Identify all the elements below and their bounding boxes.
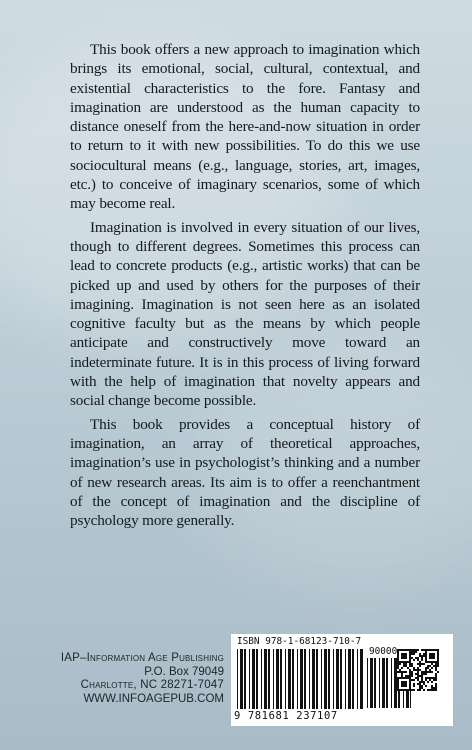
barcode-bar bbox=[345, 649, 346, 709]
qr-module bbox=[425, 667, 427, 669]
isbn-digits: 9 781681 237107 bbox=[234, 710, 338, 722]
qr-module bbox=[417, 667, 419, 669]
barcode-bar bbox=[252, 649, 255, 709]
qr-module bbox=[405, 665, 407, 667]
qr-module bbox=[429, 689, 431, 691]
qr-module bbox=[437, 665, 439, 667]
blurb-paragraph-3: This book provides a conceptual history of imagination, an array of theoretical approaches, imagination’s use in psychologist’s thinking and a number of new research areas. Its aim is to offer a reenchantment of the concept of imagination and the discipline of psychology more generally. bbox=[70, 415, 420, 530]
qr-module bbox=[397, 679, 399, 681]
qr-module bbox=[405, 685, 407, 687]
qr-module bbox=[431, 671, 433, 673]
qr-module bbox=[409, 655, 411, 657]
qr-module bbox=[423, 655, 425, 657]
qr-module bbox=[411, 671, 413, 673]
qr-module bbox=[413, 669, 415, 671]
qr-module bbox=[401, 671, 403, 673]
qr-module bbox=[425, 677, 427, 679]
qr-module bbox=[427, 681, 429, 683]
qr-module bbox=[403, 671, 405, 673]
qr-module bbox=[413, 689, 415, 691]
qr-module bbox=[401, 655, 403, 657]
qr-module bbox=[435, 669, 437, 671]
qr-module bbox=[401, 653, 403, 655]
barcode-bar bbox=[280, 649, 282, 709]
qr-module bbox=[421, 679, 423, 681]
qr-module bbox=[415, 657, 417, 659]
qr-module bbox=[407, 649, 409, 651]
qr-module bbox=[403, 663, 405, 665]
barcode-bar bbox=[297, 649, 298, 709]
qr-module bbox=[405, 655, 407, 657]
qr-module bbox=[409, 681, 411, 683]
qr-module bbox=[421, 677, 423, 679]
qr-module bbox=[407, 661, 409, 663]
qr-module bbox=[397, 649, 399, 651]
qr-module bbox=[421, 649, 423, 651]
qr-module bbox=[423, 663, 425, 665]
qr-module bbox=[411, 673, 413, 675]
barcode-bar bbox=[244, 649, 246, 709]
qr-module bbox=[423, 653, 425, 655]
qr-module bbox=[431, 685, 433, 687]
qr-module bbox=[419, 669, 421, 671]
qr-module bbox=[411, 665, 413, 667]
qr-module bbox=[403, 653, 405, 655]
qr-module bbox=[413, 679, 415, 681]
qr-module bbox=[417, 669, 419, 671]
qr-module bbox=[409, 661, 411, 663]
qr-module bbox=[427, 671, 429, 673]
qr-module bbox=[423, 689, 425, 691]
qr-module bbox=[437, 663, 439, 665]
qr-module bbox=[425, 679, 427, 681]
qr-module bbox=[437, 649, 439, 651]
barcode-bar bbox=[340, 649, 342, 709]
qr-module bbox=[417, 677, 419, 679]
barcode-bar bbox=[240, 649, 243, 709]
qr-module bbox=[427, 689, 429, 691]
qr-module bbox=[419, 685, 421, 687]
qr-module bbox=[405, 683, 407, 685]
qr-module bbox=[399, 677, 401, 679]
qr-module bbox=[405, 649, 407, 651]
qr-module bbox=[431, 657, 433, 659]
qr-module bbox=[409, 659, 411, 661]
qr-module bbox=[397, 671, 399, 673]
qr-module bbox=[437, 651, 439, 653]
qr-module bbox=[433, 657, 435, 659]
qr-module bbox=[417, 689, 419, 691]
qr-module bbox=[399, 661, 401, 663]
qr-module bbox=[435, 679, 437, 681]
qr-module bbox=[433, 679, 435, 681]
qr-module bbox=[433, 677, 435, 679]
qr-module bbox=[405, 661, 407, 663]
qr-module bbox=[421, 671, 423, 673]
qr-module bbox=[433, 687, 435, 689]
qr-module bbox=[421, 657, 423, 659]
barcode-bar bbox=[382, 658, 385, 708]
qr-module bbox=[397, 665, 399, 667]
qr-module bbox=[421, 685, 423, 687]
qr-module bbox=[435, 667, 437, 669]
qr-module bbox=[411, 679, 413, 681]
qr-module bbox=[419, 665, 421, 667]
qr-module bbox=[427, 649, 429, 651]
qr-module bbox=[409, 653, 411, 655]
qr-module bbox=[397, 677, 399, 679]
qr-module bbox=[427, 661, 429, 663]
qr-module bbox=[417, 679, 419, 681]
barcode-bar bbox=[309, 649, 310, 709]
barcode-bar bbox=[391, 658, 392, 708]
barcode-bar bbox=[264, 649, 267, 709]
qr-module bbox=[433, 653, 435, 655]
barcode-bar bbox=[237, 649, 238, 709]
qr-module bbox=[397, 683, 399, 685]
qr-module bbox=[419, 655, 421, 657]
qr-module bbox=[431, 677, 433, 679]
qr-module bbox=[403, 683, 405, 685]
qr-module bbox=[417, 673, 419, 675]
qr-module bbox=[425, 651, 427, 653]
qr-module bbox=[427, 677, 429, 679]
qr-module bbox=[401, 661, 403, 663]
qr-module bbox=[401, 685, 403, 687]
qr-module bbox=[427, 665, 429, 667]
barcode-bar bbox=[333, 649, 334, 709]
qr-module bbox=[403, 685, 405, 687]
barcode-bar bbox=[370, 658, 373, 708]
qr-module bbox=[407, 689, 409, 691]
barcode-bar bbox=[276, 649, 279, 709]
barcode-bar bbox=[360, 649, 363, 709]
barcode-bar bbox=[357, 649, 358, 709]
qr-module bbox=[421, 663, 423, 665]
barcode-bar bbox=[348, 649, 351, 709]
qr-module bbox=[413, 685, 415, 687]
barcode-bar bbox=[261, 649, 262, 709]
qr-module bbox=[437, 655, 439, 657]
qr-module bbox=[419, 683, 421, 685]
qr-module bbox=[423, 683, 425, 685]
qr-module bbox=[403, 657, 405, 659]
qr-module bbox=[407, 675, 409, 677]
qr-module bbox=[431, 661, 433, 663]
publisher-city: Charlotte, NC 28271-7047 bbox=[80, 679, 224, 691]
qr-module bbox=[411, 689, 413, 691]
barcode-bar bbox=[374, 658, 376, 708]
qr-module bbox=[399, 689, 401, 691]
qr-module bbox=[409, 675, 411, 677]
qr-module bbox=[437, 653, 439, 655]
qr-module bbox=[409, 649, 411, 651]
qr-module bbox=[401, 675, 403, 677]
qr-module bbox=[417, 683, 419, 685]
qr-module bbox=[435, 673, 437, 675]
qr-module bbox=[419, 663, 421, 665]
barcode-bar bbox=[312, 649, 315, 709]
qr-module bbox=[405, 677, 407, 679]
qr-module bbox=[429, 665, 431, 667]
qr-module bbox=[397, 687, 399, 689]
qr-module bbox=[425, 653, 427, 655]
qr-module bbox=[419, 687, 421, 689]
barcode-bars bbox=[237, 649, 363, 709]
qr-module bbox=[409, 687, 411, 689]
qr-module bbox=[399, 669, 401, 671]
qr-module bbox=[409, 663, 411, 665]
qr-module bbox=[425, 685, 427, 687]
qr-module bbox=[415, 649, 417, 651]
qr-module bbox=[405, 657, 407, 659]
barcode-bar bbox=[273, 649, 274, 709]
barcode-bar bbox=[336, 649, 339, 709]
qr-module bbox=[425, 673, 427, 675]
qr-module bbox=[407, 677, 409, 679]
qr-code-icon[interactable] bbox=[397, 649, 439, 691]
qr-module bbox=[431, 667, 433, 669]
qr-module bbox=[435, 683, 437, 685]
qr-module bbox=[413, 651, 415, 653]
qr-module bbox=[409, 669, 411, 671]
blurb-paragraph-1: This book offers a new approach to imagination which brings its emotional, social, cultural, contextual, and existential characteristics to the fore. Fantasy and imagination are understood as the human capacity to distance oneself from the here-and-now situation in order to return to it with new possibilities. To do this we use sociocultural means (e.g., language, stories, art, images, etc.) to conceive of imaginary scenarios, some of which may become real. bbox=[70, 41, 420, 213]
qr-module bbox=[401, 677, 403, 679]
qr-module bbox=[417, 659, 419, 661]
qr-module bbox=[437, 657, 439, 659]
qr-module bbox=[435, 661, 437, 663]
barcode-bar bbox=[304, 649, 306, 709]
qr-module bbox=[425, 661, 427, 663]
barcode-bar bbox=[379, 658, 380, 708]
qr-module bbox=[429, 657, 431, 659]
qr-module bbox=[431, 663, 433, 665]
qr-module bbox=[409, 665, 411, 667]
qr-module bbox=[417, 657, 419, 659]
qr-module bbox=[429, 671, 431, 673]
qr-module bbox=[433, 661, 435, 663]
qr-module bbox=[431, 681, 433, 683]
qr-module bbox=[401, 689, 403, 691]
publisher-po-box: P.O. Box 79049 bbox=[144, 665, 224, 678]
qr-module bbox=[401, 667, 403, 669]
qr-module bbox=[421, 673, 423, 675]
barcode-bar bbox=[316, 649, 318, 709]
qr-module bbox=[435, 687, 437, 689]
barcode-bar bbox=[288, 649, 291, 709]
qr-module bbox=[397, 685, 399, 687]
qr-module bbox=[415, 651, 417, 653]
qr-module bbox=[435, 675, 437, 677]
qr-module bbox=[429, 649, 431, 651]
qr-module bbox=[397, 661, 399, 663]
qr-module bbox=[399, 663, 401, 665]
qr-module bbox=[403, 661, 405, 663]
barcode-bar bbox=[367, 658, 368, 708]
qr-module bbox=[409, 679, 411, 681]
qr-module bbox=[417, 671, 419, 673]
qr-module bbox=[397, 659, 399, 661]
qr-module bbox=[413, 659, 415, 661]
qr-module bbox=[405, 681, 407, 683]
qr-module bbox=[411, 675, 413, 677]
qr-module bbox=[411, 653, 413, 655]
qr-module bbox=[425, 649, 427, 651]
qr-module bbox=[411, 663, 413, 665]
qr-module bbox=[405, 671, 407, 673]
qr-module bbox=[397, 667, 399, 669]
qr-module bbox=[405, 675, 407, 677]
qr-module bbox=[421, 659, 423, 661]
qr-module bbox=[401, 681, 403, 683]
qr-module bbox=[433, 665, 435, 667]
qr-module bbox=[409, 673, 411, 675]
qr-module bbox=[409, 683, 411, 685]
qr-module bbox=[397, 689, 399, 691]
qr-module bbox=[427, 667, 429, 669]
qr-module bbox=[425, 659, 427, 661]
qr-module bbox=[425, 671, 427, 673]
qr-module bbox=[435, 663, 437, 665]
qr-module bbox=[413, 667, 415, 669]
qr-module bbox=[431, 653, 433, 655]
qr-module bbox=[409, 671, 411, 673]
qr-module bbox=[399, 649, 401, 651]
qr-module bbox=[401, 649, 403, 651]
qr-module bbox=[407, 667, 409, 669]
qr-module bbox=[403, 665, 405, 667]
qr-module bbox=[413, 653, 415, 655]
qr-module bbox=[397, 681, 399, 683]
qr-module bbox=[421, 675, 423, 677]
qr-module bbox=[421, 687, 423, 689]
qr-module bbox=[437, 671, 439, 673]
qr-module bbox=[425, 657, 427, 659]
barcode-bar bbox=[249, 649, 250, 709]
qr-module bbox=[413, 649, 415, 651]
qr-module bbox=[401, 657, 403, 659]
publisher-name: IAP–Information Age Publishing bbox=[60, 652, 224, 664]
qr-module bbox=[435, 665, 437, 667]
qr-module bbox=[419, 661, 421, 663]
qr-module bbox=[429, 677, 431, 679]
qr-module bbox=[429, 653, 431, 655]
qr-module bbox=[429, 661, 431, 663]
qr-module bbox=[401, 683, 403, 685]
qr-module bbox=[409, 657, 411, 659]
qr-module bbox=[419, 675, 421, 677]
barcode-bar bbox=[292, 649, 294, 709]
qr-module bbox=[405, 689, 407, 691]
qr-module bbox=[425, 655, 427, 657]
publisher-website[interactable]: WWW.INFOAGEPUB.COM bbox=[83, 692, 224, 705]
blurb-paragraph-2: Imagination is involved in every situation of our lives, though to different degrees. Sometimes this process can lead to concrete products (e.g., artistic works) that can be picked up and used by others for the purposes of their imagining. Imagination is not seen here as an isolated cognitive faculty but as the means by which people anticipate and constructively move toward an indeterminate future. It is in this process of living forward with the help of imagination that novelty appears and social change become possible. bbox=[70, 218, 420, 410]
qr-module bbox=[397, 655, 399, 657]
qr-module bbox=[417, 649, 419, 651]
qr-module bbox=[413, 683, 415, 685]
qr-module bbox=[433, 655, 435, 657]
qr-module bbox=[435, 689, 437, 691]
qr-module bbox=[435, 649, 437, 651]
qr-module bbox=[429, 679, 431, 681]
barcode-bar bbox=[300, 649, 303, 709]
qr-module bbox=[421, 681, 423, 683]
qr-module bbox=[429, 669, 431, 671]
qr-module bbox=[435, 685, 437, 687]
qr-module bbox=[433, 649, 435, 651]
qr-module bbox=[429, 655, 431, 657]
qr-module bbox=[431, 687, 433, 689]
barcode-bar bbox=[352, 649, 354, 709]
publisher-address bbox=[61, 652, 224, 706]
barcode-bar bbox=[324, 649, 327, 709]
qr-module bbox=[415, 669, 417, 671]
qr-module bbox=[423, 673, 425, 675]
qr-module bbox=[415, 677, 417, 679]
qr-module bbox=[415, 673, 417, 675]
qr-module bbox=[405, 653, 407, 655]
qr-module bbox=[435, 677, 437, 679]
qr-module bbox=[421, 655, 423, 657]
qr-module bbox=[423, 671, 425, 673]
qr-module bbox=[405, 663, 407, 665]
qr-module bbox=[431, 649, 433, 651]
qr-module bbox=[397, 663, 399, 665]
qr-module bbox=[419, 689, 421, 691]
qr-module bbox=[409, 689, 411, 691]
barcode-bar bbox=[268, 649, 270, 709]
barcode-bar bbox=[321, 649, 322, 709]
barcode-bar bbox=[386, 658, 388, 708]
qr-module bbox=[431, 655, 433, 657]
qr-module bbox=[437, 661, 439, 663]
barcode-bar bbox=[285, 649, 286, 709]
qr-module bbox=[411, 651, 413, 653]
qr-module bbox=[397, 653, 399, 655]
qr-module bbox=[401, 673, 403, 675]
qr-module bbox=[409, 651, 411, 653]
qr-module bbox=[403, 649, 405, 651]
qr-module bbox=[423, 681, 425, 683]
qr-module bbox=[417, 675, 419, 677]
qr-module bbox=[411, 657, 413, 659]
qr-module bbox=[399, 671, 401, 673]
qr-module bbox=[419, 681, 421, 683]
qr-module bbox=[417, 663, 419, 665]
qr-module bbox=[423, 649, 425, 651]
qr-module bbox=[403, 655, 405, 657]
qr-module bbox=[409, 685, 411, 687]
back-cover-blurb bbox=[70, 40, 420, 534]
barcode-bar bbox=[328, 649, 330, 709]
qr-module bbox=[403, 689, 405, 691]
qr-module bbox=[411, 649, 413, 651]
qr-module bbox=[403, 677, 405, 679]
price-code: 90000 bbox=[369, 646, 398, 657]
qr-module bbox=[397, 657, 399, 659]
qr-module bbox=[425, 669, 427, 671]
isbn-label: ISBN 978-1-68123-710-7 bbox=[237, 636, 362, 647]
qr-module bbox=[403, 681, 405, 683]
barcode-bar bbox=[256, 649, 258, 709]
qr-module bbox=[431, 689, 433, 691]
qr-module bbox=[419, 653, 421, 655]
qr-module bbox=[409, 677, 411, 679]
qr-module bbox=[397, 651, 399, 653]
qr-module bbox=[437, 659, 439, 661]
qr-module bbox=[433, 689, 435, 691]
